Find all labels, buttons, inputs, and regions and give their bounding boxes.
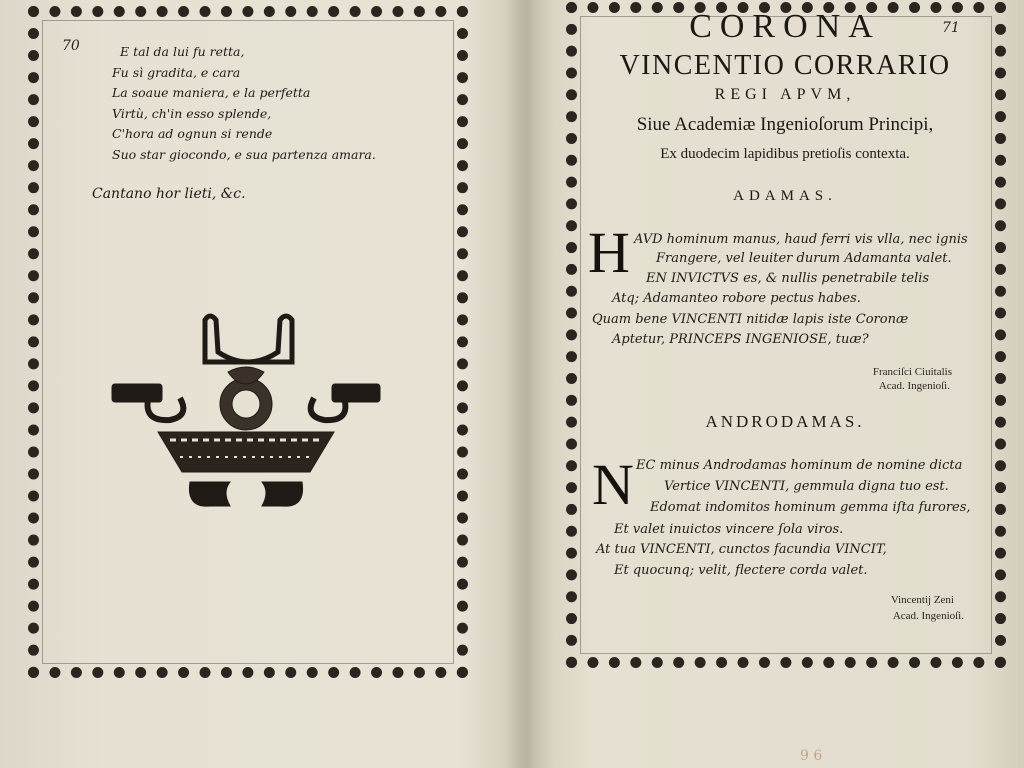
verse-line: Vertice VINCENTI, gemmula digna tuo est.: [664, 479, 949, 494]
signature-affiliation: Acad. Ingenioſi.: [878, 380, 950, 392]
refrain-line: Cantano hor lieti, &c.: [92, 186, 246, 202]
verse-line: Atq; Adamanteo robore pectus habes.: [612, 291, 861, 306]
verse-line: Et quocunq; velit, flectere corda valet.: [614, 563, 868, 578]
dropcap-n: N: [592, 452, 634, 517]
signature-name: Franciſci Ciuitalis: [872, 366, 952, 378]
section-heading-androdamas: ANDRODAMAS.: [705, 412, 865, 431]
verse-line: Quam bene VINCENTI nitidæ lapis iste Coronæ: [592, 312, 909, 327]
verse-line: AVD hominum manus, haud ferri vis vlla, nec ignis: [634, 232, 968, 247]
title-regi-apum: REGI APVM,: [714, 86, 856, 103]
poem-line: Fu sì gradita, e cara: [112, 64, 241, 80]
margin-mark: 9 6: [800, 748, 823, 764]
poem-line: Suo star giocondo, e sua partenza amara.: [112, 146, 376, 162]
title-corona: CORONA: [689, 8, 881, 45]
verse-line: EN INVICTVS es, & nullis penetrabile telis: [646, 271, 930, 286]
verse-line: Aptetur, PRINCEPS INGENIOSE, tuæ?: [612, 332, 869, 347]
poem-line: E tal da lui fu retta,: [120, 44, 245, 59]
poem-line: La soaue maniera, e la perfetta: [112, 85, 311, 100]
section-heading-adamas: ADAMAS.: [733, 188, 837, 204]
poem-line: C'hora ad ognun si rende: [112, 126, 273, 141]
left-poem: [112, 42, 412, 165]
signature-affiliation: Acad. Ingenioſi.: [892, 610, 964, 622]
verse-line: Edomat indomitos hominum gemma iſta furores,: [650, 500, 971, 515]
poem-line: Virtù, ch'in esso splende,: [112, 105, 272, 121]
verse-line: Et valet inuictos vincere ſola viros.: [614, 522, 844, 537]
title-dedicatee: VINCENTIO CORRARIO: [619, 50, 951, 81]
tailpiece-ornament: [110, 312, 382, 516]
right-page-number: 71: [942, 20, 960, 36]
signature-name: Vincentij Zeni: [890, 594, 954, 606]
verse-line: At tua VINCENTI, cunctos facundia VINCIT,: [596, 542, 887, 557]
verse-line: EC minus Androdamas hominum de nomine dicta: [636, 458, 963, 473]
left-page-number: 70: [62, 38, 80, 54]
verse-line: Frangere, vel leuiter durum Adamanta valet.: [656, 251, 952, 266]
title-academy: Siue Academiæ Ingenioſorum Principi,: [636, 114, 934, 135]
dropcap-h: H: [588, 220, 630, 285]
book-gutter: [505, 0, 555, 768]
title-subtitle: Ex duodecim lapidibus pretioſis contexta.: [660, 146, 910, 162]
